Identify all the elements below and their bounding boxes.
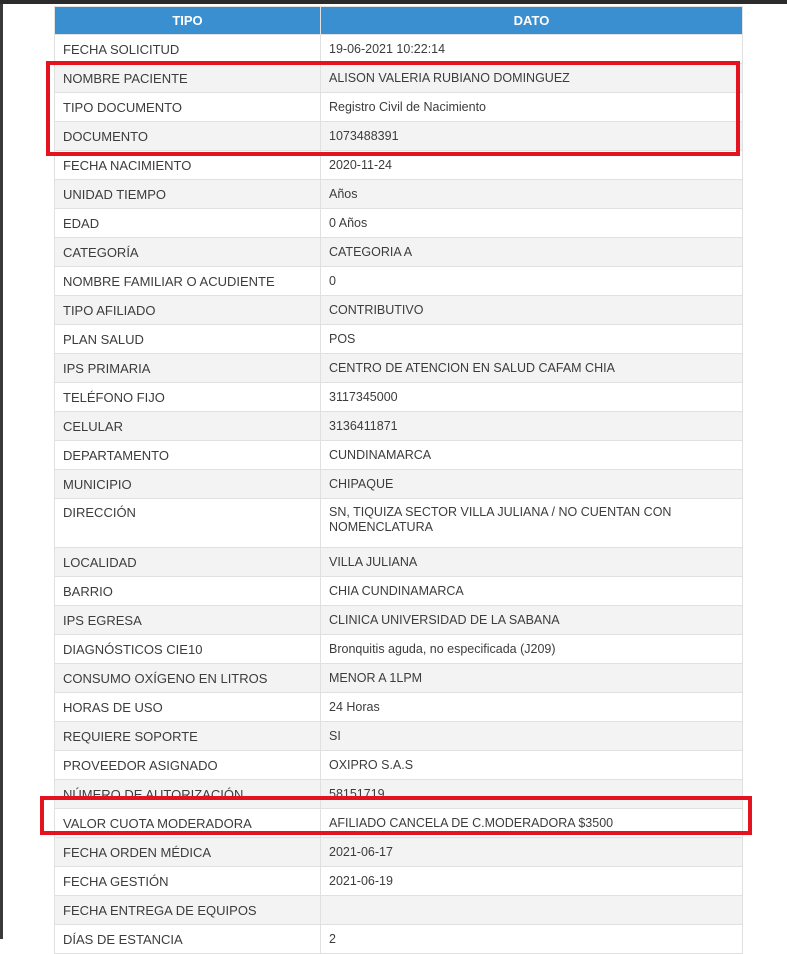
patient-data-table bbox=[54, 6, 743, 954]
row-label: FECHA SOLICITUD bbox=[55, 35, 321, 64]
table-row bbox=[55, 64, 743, 93]
row-label: MUNICIPIO bbox=[55, 470, 321, 499]
table-row bbox=[55, 838, 743, 867]
row-label: CELULAR bbox=[55, 412, 321, 441]
table-row bbox=[55, 122, 743, 151]
row-label: HORAS DE USO bbox=[55, 693, 321, 722]
row-value: 2021-06-19 bbox=[321, 867, 743, 896]
row-label: REQUIERE SOPORTE bbox=[55, 722, 321, 751]
header-tipo: TIPO bbox=[55, 7, 321, 35]
row-label: FECHA GESTIÓN bbox=[55, 867, 321, 896]
row-value: Bronquitis aguda, no especificada (J209) bbox=[321, 635, 743, 664]
row-label: FECHA ORDEN MÉDICA bbox=[55, 838, 321, 867]
table-row bbox=[55, 577, 743, 606]
row-label: PROVEEDOR ASIGNADO bbox=[55, 751, 321, 780]
row-value: VILLA JULIANA bbox=[321, 548, 743, 577]
row-label: NOMBRE PACIENTE bbox=[55, 64, 321, 93]
table-row bbox=[55, 412, 743, 441]
table-row bbox=[55, 809, 743, 838]
table-row bbox=[55, 635, 743, 664]
row-value: ALISON VALERIA RUBIANO DOMINGUEZ bbox=[321, 64, 743, 93]
row-value: CLINICA UNIVERSIDAD DE LA SABANA bbox=[321, 606, 743, 635]
row-label: CONSUMO OXÍGENO EN LITROS bbox=[55, 664, 321, 693]
row-label: EDAD bbox=[55, 209, 321, 238]
table-row bbox=[55, 441, 743, 470]
table-row bbox=[55, 722, 743, 751]
row-label: DIAGNÓSTICOS CIE10 bbox=[55, 635, 321, 664]
row-value: 58151719 bbox=[321, 780, 743, 809]
row-value: 2 bbox=[321, 925, 743, 954]
row-value: AFILIADO CANCELA DE C.MODERADORA $3500 bbox=[321, 809, 743, 838]
row-value: 2021-06-17 bbox=[321, 838, 743, 867]
row-value: CHIA CUNDINAMARCA bbox=[321, 577, 743, 606]
table-row bbox=[55, 93, 743, 122]
row-value: SN, TIQUIZA SECTOR VILLA JULIANA / NO CUENTAN CON NOMENCLATURA bbox=[321, 499, 743, 548]
table-row bbox=[55, 151, 743, 180]
row-value: POS bbox=[321, 325, 743, 354]
table-row bbox=[55, 209, 743, 238]
row-label: UNIDAD TIEMPO bbox=[55, 180, 321, 209]
table-row bbox=[55, 896, 743, 925]
table-row bbox=[55, 470, 743, 499]
row-value: CENTRO DE ATENCION EN SALUD CAFAM CHIA bbox=[321, 354, 743, 383]
row-label: VALOR CUOTA MODERADORA bbox=[55, 809, 321, 838]
row-value: 0 Años bbox=[321, 209, 743, 238]
row-value: CATEGORIA A bbox=[321, 238, 743, 267]
table-row bbox=[55, 664, 743, 693]
row-value: 19-06-2021 10:22:14 bbox=[321, 35, 743, 64]
row-label: FECHA NACIMIENTO bbox=[55, 151, 321, 180]
row-label: TIPO DOCUMENTO bbox=[55, 93, 321, 122]
row-label: NOMBRE FAMILIAR O ACUDIENTE bbox=[55, 267, 321, 296]
row-label: LOCALIDAD bbox=[55, 548, 321, 577]
table-row bbox=[55, 354, 743, 383]
table-row bbox=[55, 35, 743, 64]
row-value: OXIPRO S.A.S bbox=[321, 751, 743, 780]
row-value: MENOR A 1LPM bbox=[321, 664, 743, 693]
table-row bbox=[55, 383, 743, 412]
table-row bbox=[55, 751, 743, 780]
row-value: CUNDINAMARCA bbox=[321, 441, 743, 470]
row-value: 0 bbox=[321, 267, 743, 296]
table-row bbox=[55, 606, 743, 635]
table-row bbox=[55, 693, 743, 722]
row-value: 3117345000 bbox=[321, 383, 743, 412]
row-label: DOCUMENTO bbox=[55, 122, 321, 151]
row-label: PLAN SALUD bbox=[55, 325, 321, 354]
row-value: CONTRIBUTIVO bbox=[321, 296, 743, 325]
table-row bbox=[55, 548, 743, 577]
row-value: CHIPAQUE bbox=[321, 470, 743, 499]
table-row bbox=[55, 267, 743, 296]
table-row bbox=[55, 867, 743, 896]
table-row bbox=[55, 296, 743, 325]
row-value: 1073488391 bbox=[321, 122, 743, 151]
row-value bbox=[321, 896, 743, 925]
row-value: 24 Horas bbox=[321, 693, 743, 722]
row-label: DEPARTAMENTO bbox=[55, 441, 321, 470]
table-row bbox=[55, 499, 743, 548]
row-label: BARRIO bbox=[55, 577, 321, 606]
header-dato: DATO bbox=[321, 7, 743, 35]
table-row bbox=[55, 780, 743, 809]
row-label: DIRECCIÓN bbox=[55, 499, 321, 548]
row-value: 2020-11-24 bbox=[321, 151, 743, 180]
row-value: 3136411871 bbox=[321, 412, 743, 441]
row-label: TIPO AFILIADO bbox=[55, 296, 321, 325]
row-label: IPS EGRESA bbox=[55, 606, 321, 635]
row-label: CATEGORÍA bbox=[55, 238, 321, 267]
row-label: NÚMERO DE AUTORIZACIÓN bbox=[55, 780, 321, 809]
row-value: Años bbox=[321, 180, 743, 209]
row-value: Registro Civil de Nacimiento bbox=[321, 93, 743, 122]
table-row bbox=[55, 180, 743, 209]
row-label: FECHA ENTREGA DE EQUIPOS bbox=[55, 896, 321, 925]
row-label: TELÉFONO FIJO bbox=[55, 383, 321, 412]
row-value: SI bbox=[321, 722, 743, 751]
table-row bbox=[55, 238, 743, 267]
table-header-row bbox=[55, 7, 743, 35]
row-label: IPS PRIMARIA bbox=[55, 354, 321, 383]
row-label: DÍAS DE ESTANCIA bbox=[55, 925, 321, 954]
table-row bbox=[55, 925, 743, 954]
table-row bbox=[55, 325, 743, 354]
